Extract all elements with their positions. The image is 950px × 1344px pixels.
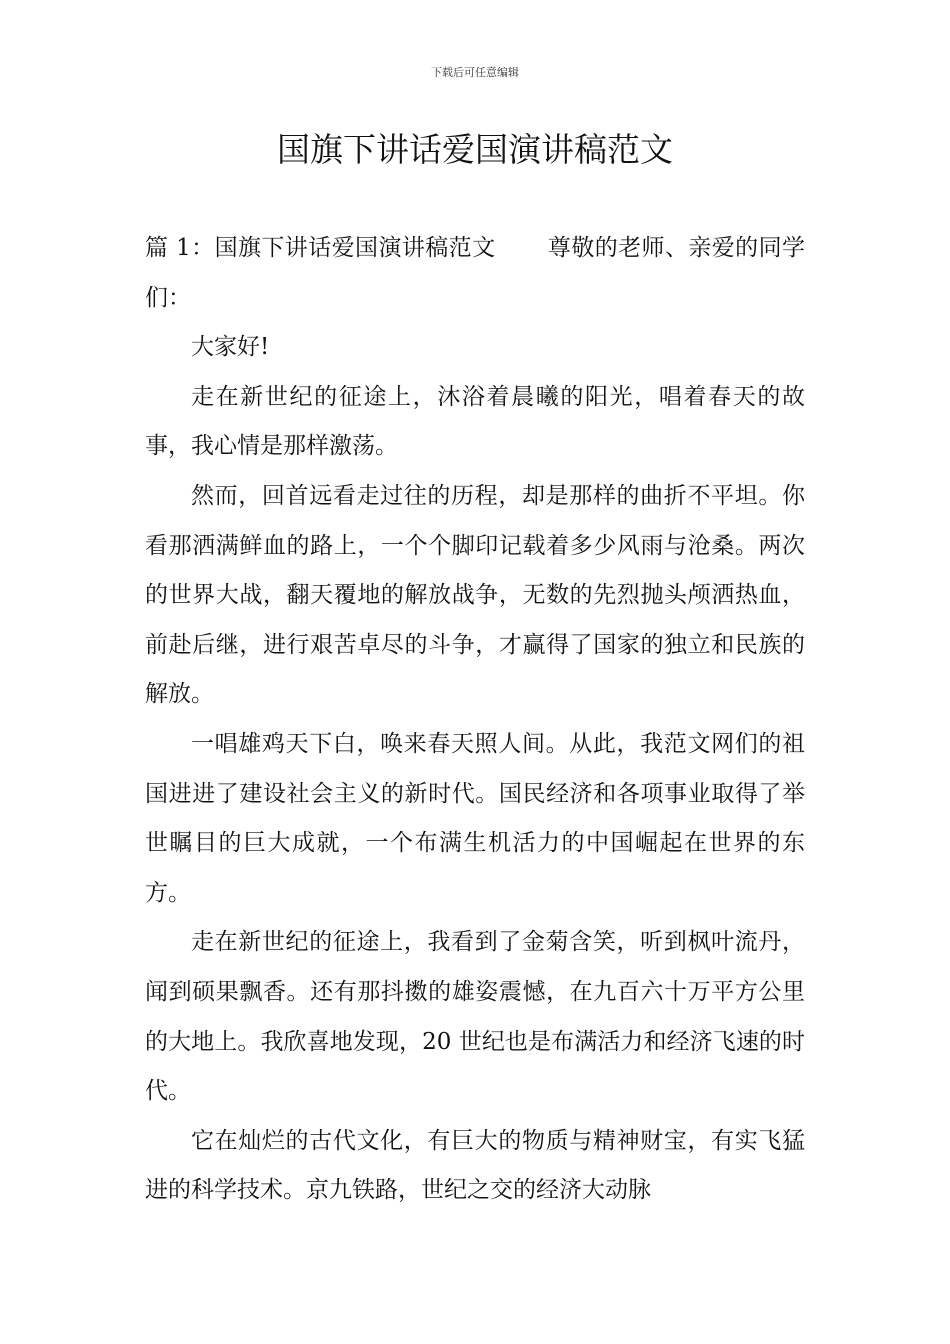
paragraph: 走在新世纪的征途上，我看到了金菊含笑，听到枫叶流丹，闻到硕果飘香。还有那抖擞的雄姿震憾，在九百六十万平方公里的大地上。我欣喜地发现，20 世纪也是布满活力和经济飞速的时代。 (145, 929, 805, 1105)
paragraph: 大家好! (191, 334, 270, 361)
section-heading: 篇 1：国旗下讲话爱国演讲稿范文 (145, 235, 496, 261)
header-note: 下载后可任意编辑 (431, 66, 519, 79)
paragraph: 然而，回首远看走过往的历程，却是那样的曲折不平坦。你看那洒满鲜血的路上，一个个脚印记载着多少风雨与沧桑。两次的世界大战，翻天覆地的解放战争，无数的先烈抛头颅洒热血，前赴后继，进行艰苦卓尽的斗争，才赢得了国家的独立和民族的解放。 (145, 482, 805, 708)
paragraph: 一唱雄鸡天下白，唤来春天照人间。从此，我范文网们的祖国进进了建设社会主义的新时代。国民经济和各项事业取得了举世瞩目的巨大成就，一个布满生机活力的中国崛起在世界的东方。 (145, 730, 805, 906)
document-body (145, 224, 805, 1216)
document-title: 国旗下讲话爱国演讲稿范文 (277, 130, 673, 169)
paragraph: 走在新世纪的征途上，沐浴着晨曦的阳光，唱着春天的故事，我心情是那样激荡。 (145, 383, 805, 460)
salutation: 尊敬的老师、亲爱的同学们： (145, 235, 806, 311)
section-heading-line (145, 224, 805, 323)
paragraph: 它在灿烂的古代文化，有巨大的物质与精神财宝，有实飞猛进的科学技术。京九铁路，世纪之交的经济大动脉 (145, 1127, 805, 1204)
